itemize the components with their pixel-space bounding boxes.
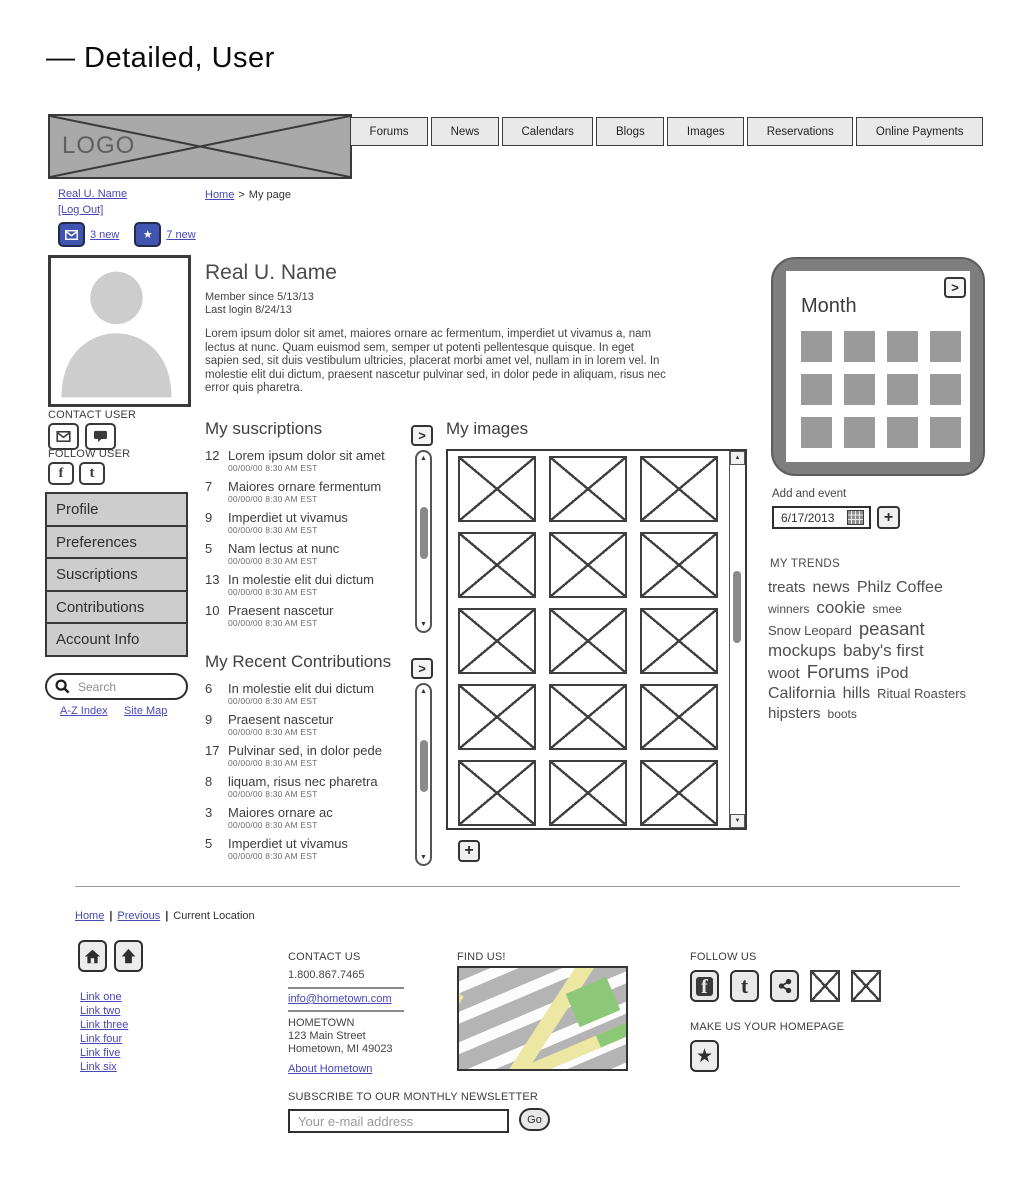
- item-count: 5: [205, 836, 213, 851]
- list-item[interactable]: [205, 573, 410, 597]
- image-placeholder[interactable]: [549, 684, 627, 750]
- trend-tag[interactable]: Snow Leopard: [768, 623, 852, 638]
- list-item[interactable]: [205, 682, 410, 706]
- item-timestamp: 00/00/00 8:30 AM EST: [228, 789, 318, 799]
- calendar-grid: [801, 331, 961, 448]
- contributions-scrollbar[interactable]: [415, 683, 432, 866]
- footer-divider: [75, 886, 960, 887]
- username-link[interactable]: Real U. Name: [58, 188, 128, 200]
- list-item[interactable]: [205, 542, 410, 566]
- trend-tag[interactable]: Ritual Roasters: [877, 686, 967, 701]
- profile-meta: [205, 291, 314, 317]
- breadcrumb-current: My page: [248, 189, 291, 201]
- address-line1: 123 Main Street: [288, 1030, 366, 1042]
- image-placeholder[interactable]: [549, 608, 627, 674]
- footer-link-one[interactable]: Link one: [80, 991, 122, 1003]
- calendar-panel: [786, 271, 970, 462]
- images-title: My images: [446, 419, 529, 438]
- search-input[interactable]: [76, 679, 172, 695]
- footer-previous-link[interactable]: Previous: [117, 910, 161, 922]
- trend-tag[interactable]: California: [768, 685, 836, 702]
- trend-tag[interactable]: news: [812, 579, 850, 596]
- trend-tag[interactable]: smee: [872, 602, 902, 616]
- bookmark-star-button[interactable]: [690, 1040, 719, 1072]
- item-text: In molestie elit dui dictum: [228, 572, 374, 587]
- scroll-up-icon[interactable]: ▲: [420, 688, 427, 695]
- az-index-link[interactable]: A-Z Index: [60, 705, 108, 717]
- images-panel: [446, 449, 747, 830]
- contact-user-actions: [48, 423, 116, 450]
- nav-tab-online-payments[interactable]: Online Payments: [856, 117, 983, 146]
- list-item[interactable]: [205, 713, 410, 737]
- image-placeholder[interactable]: [549, 760, 627, 826]
- item-timestamp: 00/00/00 8:30 AM EST: [228, 758, 318, 768]
- item-text: Maiores ornare fermentum: [228, 479, 382, 494]
- logo-text: LOGO: [62, 132, 136, 159]
- item-count: 17: [205, 743, 220, 758]
- separator: |: [109, 910, 113, 922]
- item-text: Lorem ipsum dolor sit amet: [228, 448, 385, 463]
- item-timestamp: 00/00/00 8:30 AM EST: [228, 820, 318, 830]
- search-box[interactable]: [45, 673, 188, 700]
- trends-title: MY TRENDS: [770, 558, 841, 570]
- contributions-next-button[interactable]: >: [411, 658, 433, 679]
- sidebar-item-suscriptions[interactable]: Suscriptions: [45, 557, 188, 592]
- newsletter-title: SUBSCRIBE TO OUR MONTHLY NEWSLETTER: [288, 1091, 539, 1103]
- twitter-icon[interactable]: t: [730, 970, 759, 1002]
- sidebar-item-account-info[interactable]: Account Info: [45, 622, 188, 657]
- item-count: 12: [205, 448, 220, 463]
- trend-tag[interactable]: hipsters: [768, 705, 821, 722]
- page-title: — Detailed, User: [46, 42, 275, 74]
- add-event-button[interactable]: +: [877, 506, 900, 529]
- item-count: 3: [205, 805, 213, 820]
- footer-link-four[interactable]: Link four: [80, 1033, 123, 1045]
- newsletter-email-input[interactable]: [296, 1113, 507, 1130]
- image-placeholder[interactable]: [458, 456, 536, 522]
- date-picker-calendar-icon[interactable]: [847, 510, 864, 525]
- add-event-label: Add and event: [772, 488, 847, 500]
- contact-user-label: CONTACT USER: [48, 409, 137, 421]
- item-timestamp: 00/00/00 8:30 AM EST: [228, 556, 318, 566]
- scroll-down-icon[interactable]: ▼: [730, 814, 745, 828]
- event-date-input[interactable]: [779, 510, 845, 526]
- list-item[interactable]: [205, 806, 410, 830]
- subscriptions-list: [205, 449, 410, 635]
- site-map-link[interactable]: Site Map: [124, 705, 168, 717]
- item-timestamp: 00/00/00 8:30 AM EST: [228, 618, 318, 628]
- last-login: Last login 8/24/13: [205, 304, 292, 316]
- image-placeholder[interactable]: [640, 532, 718, 598]
- image-placeholder[interactable]: [458, 532, 536, 598]
- trend-tag[interactable]: peasant: [858, 618, 925, 639]
- trend-tag[interactable]: woot: [768, 665, 800, 682]
- footer-link-five[interactable]: Link five: [80, 1047, 121, 1059]
- item-count: 5: [205, 541, 213, 556]
- item-text: Nam lectus at nunc: [228, 541, 340, 556]
- contributions-list: [205, 682, 410, 868]
- item-count: 7: [205, 479, 213, 494]
- up-arrow-icon: [120, 948, 137, 965]
- footer-links: [80, 990, 128, 1074]
- sidebar-item-profile[interactable]: Profile: [45, 492, 188, 527]
- profile-name: Real U. Name: [205, 261, 337, 284]
- member-since: Member since 5/13/13: [205, 291, 314, 303]
- calendar-month-label: Month: [801, 295, 857, 317]
- trends-cloud: [768, 578, 974, 724]
- messages-count-link[interactable]: 3 new: [90, 228, 120, 241]
- item-count: 10: [205, 603, 220, 618]
- sidebar-menu: [45, 492, 188, 657]
- about-link[interactable]: About Hometown: [288, 1063, 373, 1075]
- item-timestamp: 00/00/00 8:30 AM EST: [228, 727, 318, 737]
- user-notifications: [58, 222, 196, 247]
- nav-tab-news[interactable]: News: [431, 117, 499, 146]
- follow-user-actions: [48, 462, 105, 485]
- nav-tab-calendars[interactable]: Calendars: [502, 117, 594, 146]
- item-text: Imperdiet ut vivamus: [228, 510, 348, 525]
- footer-current-location: Current Location: [173, 910, 255, 922]
- item-text: Pulvinar sed, in dolor pede: [228, 743, 382, 758]
- back-to-top-button[interactable]: [114, 940, 143, 972]
- calendar-widget: [771, 257, 985, 476]
- calendar-day-cell[interactable]: [887, 374, 918, 405]
- item-text: Praesent nascetur: [228, 712, 334, 727]
- item-timestamp: 00/00/00 8:30 AM EST: [228, 587, 318, 597]
- contact-mail-button[interactable]: [48, 423, 79, 450]
- contact-us-title: CONTACT US: [288, 951, 361, 963]
- nav-tab-images[interactable]: Images: [667, 117, 744, 146]
- scrollbar-thumb[interactable]: [420, 507, 428, 559]
- address-line2: Hometown, MI 49023: [288, 1043, 393, 1055]
- trend-tag[interactable]: Forums: [806, 661, 870, 682]
- envelope-icon: [56, 431, 71, 442]
- list-item[interactable]: [205, 449, 410, 473]
- image-placeholder[interactable]: [458, 608, 536, 674]
- list-item[interactable]: [205, 837, 410, 861]
- trend-tag[interactable]: iPod: [876, 665, 909, 682]
- item-text: In molestie elit dui dictum: [228, 681, 374, 696]
- item-timestamp: 00/00/00 8:30 AM EST: [228, 525, 318, 535]
- social-icons: [690, 970, 881, 1002]
- item-timestamp: 00/00/00 8:30 AM EST: [228, 494, 318, 504]
- image-placeholder[interactable]: [549, 456, 627, 522]
- contact-email-link[interactable]: info@hometown.com: [288, 993, 392, 1005]
- favorites-icon[interactable]: [134, 222, 161, 247]
- images-scrollbar[interactable]: [729, 451, 745, 828]
- contact-phone: 1.800.867.7465: [288, 969, 365, 981]
- image-placeholder[interactable]: [640, 608, 718, 674]
- follow-us-title: FOLLOW US: [690, 951, 757, 963]
- main-nav: [350, 117, 983, 146]
- social-placeholder-icon[interactable]: [810, 970, 840, 1002]
- add-image-button[interactable]: +: [458, 840, 480, 862]
- scrollbar-thumb[interactable]: [420, 740, 428, 792]
- footer-home-link[interactable]: Home: [75, 910, 105, 922]
- list-item[interactable]: [205, 604, 410, 628]
- twitter-icon[interactable]: t: [79, 462, 105, 485]
- org-name: HOMETOWN: [288, 1017, 355, 1029]
- image-placeholder[interactable]: [458, 684, 536, 750]
- home-button[interactable]: [78, 940, 107, 972]
- search-icon: [55, 679, 70, 694]
- item-text: Praesent nascetur: [228, 603, 334, 618]
- contact-chat-button[interactable]: [85, 423, 116, 450]
- trend-tag[interactable]: hills: [842, 685, 871, 702]
- footer-breadcrumb: [75, 910, 255, 922]
- subscriptions-scrollbar[interactable]: [415, 450, 432, 633]
- logo: [48, 114, 352, 179]
- divider: [288, 1010, 404, 1012]
- trend-tag[interactable]: treats: [768, 579, 806, 596]
- find-us-title: FIND US!: [457, 951, 506, 963]
- facebook-icon[interactable]: f: [48, 462, 74, 485]
- footer-link-six[interactable]: Link six: [80, 1061, 117, 1073]
- item-text: liquam, risus nec pharetra: [228, 774, 378, 789]
- newsletter-email-field[interactable]: [288, 1109, 509, 1133]
- breadcrumb: [205, 189, 291, 201]
- envelope-icon: [65, 230, 78, 240]
- trend-tag[interactable]: winners: [768, 602, 810, 616]
- contributions-title: My Recent Contributions: [205, 652, 392, 671]
- breadcrumb-separator: >: [238, 189, 245, 201]
- item-text: Maiores ornare ac: [228, 805, 333, 820]
- avatar: [48, 255, 191, 407]
- calendar-day-cell[interactable]: [930, 331, 961, 362]
- scroll-up-icon[interactable]: ▲: [420, 455, 427, 462]
- image-placeholder[interactable]: [640, 456, 718, 522]
- homepage-title: MAKE US YOUR HOMEPAGE: [690, 1021, 845, 1033]
- nav-tab-reservations[interactable]: Reservations: [747, 117, 853, 146]
- calendar-day-cell[interactable]: [844, 374, 875, 405]
- follow-user-label: FOLLOW USER: [48, 448, 131, 460]
- item-timestamp: 00/00/00 8:30 AM EST: [228, 696, 318, 706]
- item-timestamp: 00/00/00 8:30 AM EST: [228, 463, 318, 473]
- separator: |: [165, 910, 169, 922]
- calendar-day-cell[interactable]: [844, 417, 875, 448]
- star-icon: ★: [142, 229, 153, 241]
- trend-tag[interactable]: baby's first: [843, 641, 924, 660]
- item-count: 13: [205, 572, 220, 587]
- trend-tag[interactable]: cookie: [816, 598, 866, 617]
- item-count: 6: [205, 681, 213, 696]
- scroll-up-icon[interactable]: ▲: [730, 451, 745, 465]
- breadcrumb-home-link[interactable]: Home: [205, 189, 235, 201]
- contact-address: [288, 1017, 393, 1056]
- image-placeholder[interactable]: [640, 760, 718, 826]
- calendar-next-button[interactable]: >: [944, 277, 966, 298]
- footer-link-two[interactable]: Link two: [80, 1005, 121, 1017]
- home-icon: [84, 948, 101, 965]
- chat-bubble-icon: [93, 430, 108, 443]
- calendar-day-cell[interactable]: [930, 374, 961, 405]
- divider: [288, 987, 404, 989]
- calendar-day-cell[interactable]: [930, 417, 961, 448]
- images-grid: [458, 456, 726, 826]
- image-placeholder[interactable]: [549, 532, 627, 598]
- sidebar-item-preferences[interactable]: Preferences: [45, 525, 188, 560]
- trend-tag[interactable]: boots: [827, 707, 857, 721]
- profile-bio: Lorem ipsum dolor sit amet, maiores ornare ac fermentum, imperdiet ut vivamus a, nam lectus at nunc. Quam euismod sem, semper ut potenti pellentesque quisque. In eget sapien sed, sit duis vestibulum ultricies, placerat morbi amet vel, nullam in in lorem vel. In molestie elit dui dictum, praesent nascetur pulvinar sed, in dolor pede in aliquam, risus nec error quis pharetra.: [205, 328, 666, 394]
- event-date-field[interactable]: [772, 506, 871, 529]
- favorites-count-link[interactable]: 7 new: [166, 228, 196, 241]
- sidebar-item-contributions[interactable]: Contributions: [45, 590, 188, 625]
- trend-tag[interactable]: Philz Coffee: [856, 579, 943, 596]
- calendar-day-cell[interactable]: [801, 331, 832, 362]
- messages-icon[interactable]: [58, 222, 85, 247]
- trend-tag[interactable]: mockups: [768, 641, 837, 660]
- list-item[interactable]: [205, 511, 410, 535]
- person-silhouette-icon: [51, 258, 182, 398]
- subscriptions-next-button[interactable]: >: [411, 425, 433, 446]
- image-placeholder[interactable]: [458, 760, 536, 826]
- star-icon: ★: [695, 1045, 714, 1067]
- calendar-day-cell[interactable]: [844, 331, 875, 362]
- footer-nav-buttons: [78, 940, 143, 972]
- footer-link-three[interactable]: Link three: [80, 1019, 129, 1031]
- calendar-day-cell[interactable]: [801, 417, 832, 448]
- map-image[interactable]: [457, 966, 628, 1071]
- list-item[interactable]: [205, 744, 410, 768]
- share-icon[interactable]: [770, 970, 799, 1002]
- scroll-down-icon[interactable]: ▼: [420, 621, 427, 628]
- list-item[interactable]: [205, 480, 410, 504]
- item-count: 8: [205, 774, 213, 789]
- scroll-down-icon[interactable]: ▼: [420, 854, 427, 861]
- facebook-icon[interactable]: f: [690, 970, 719, 1002]
- item-text: Imperdiet ut vivamus: [228, 836, 348, 851]
- calendar-day-cell[interactable]: [887, 417, 918, 448]
- scrollbar-thumb[interactable]: [733, 571, 741, 643]
- calendar-day-cell[interactable]: [801, 374, 832, 405]
- list-item[interactable]: [205, 775, 410, 799]
- image-placeholder[interactable]: [640, 684, 718, 750]
- social-placeholder-icon[interactable]: [851, 970, 881, 1002]
- nav-tab-blogs[interactable]: Blogs: [596, 117, 664, 146]
- nav-tab-forums[interactable]: Forums: [350, 117, 428, 146]
- newsletter-go-button[interactable]: Go: [519, 1108, 550, 1131]
- logout-link[interactable]: [Log Out]: [58, 204, 104, 216]
- item-count: 9: [205, 712, 213, 727]
- item-count: 9: [205, 510, 213, 525]
- calendar-day-cell[interactable]: [887, 331, 918, 362]
- subscriptions-title: My suscriptions: [205, 419, 323, 438]
- item-timestamp: 00/00/00 8:30 AM EST: [228, 851, 318, 861]
